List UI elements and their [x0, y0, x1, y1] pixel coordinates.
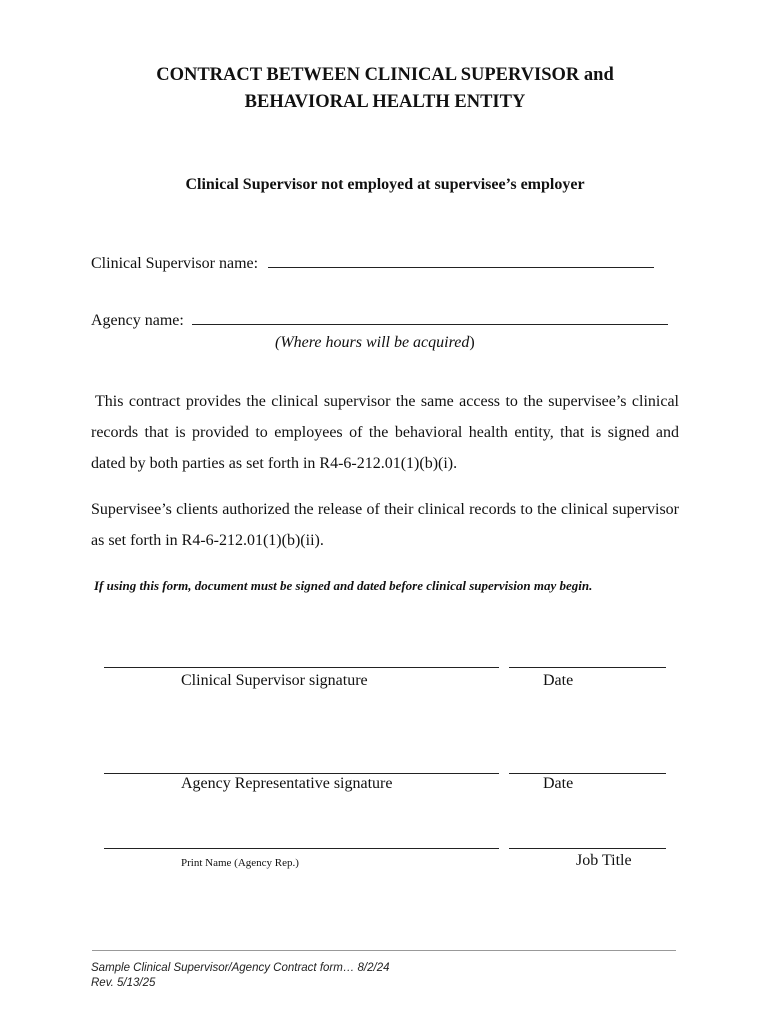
document-subtitle: Clinical Supervisor not employed at supervisee’s employer	[185, 176, 585, 193]
agency-note-open-paren: (	[275, 334, 281, 351]
footer-form-info: Sample Clinical Supervisor/Agency Contract form… 8/2/24	[91, 962, 390, 974]
agency-signature-line[interactable]	[104, 773, 499, 774]
access-paragraph: This contract provides the clinical supervisor the same access to the supervisee’s clinical records that is provided to employees of the behavioral health entity, that is signed and dated by both parties as set forth in R4-6-212.01(1)(b)(i).	[91, 393, 679, 472]
supervisor-name-field[interactable]	[268, 255, 654, 268]
agency-date-label: Date	[543, 775, 574, 792]
agency-signature-label: Agency Representative signature	[181, 775, 393, 792]
supervisor-signature-line[interactable]	[104, 667, 499, 668]
print-name-label: Print Name (Agency Rep.)	[181, 857, 299, 869]
agency-date-line[interactable]	[509, 773, 666, 774]
supervisor-date-line[interactable]	[509, 667, 666, 668]
agency-name-row	[91, 312, 668, 330]
supervisor-signature-label: Clinical Supervisor signature	[181, 672, 368, 689]
release-paragraph: Supervisee’s clients authorized the release of their clinical records to the clinical supervisor as set forth in R4-6-212.01(1)(b)(ii).	[91, 501, 679, 549]
agency-name-field[interactable]	[192, 312, 668, 325]
document-title-line-2: BEHAVIORAL HEALTH ENTITY	[244, 92, 526, 112]
footer-divider	[92, 950, 676, 951]
agency-note-text: Where hours will be acquired	[280, 334, 470, 351]
document-title-line-1: CONTRACT BETWEEN CLINICAL SUPERVISOR and	[156, 65, 614, 85]
signing-warning: If using this form, document must be signed and dated before clinical supervision may begin.	[94, 578, 593, 593]
agency-name-note	[275, 334, 475, 352]
job-title-line[interactable]	[509, 848, 666, 849]
supervisor-date-label: Date	[543, 672, 574, 689]
agency-name-label: Agency name:	[91, 312, 184, 329]
agency-note-close-paren: )	[469, 334, 475, 351]
supervisor-name-label: Clinical Supervisor name:	[91, 255, 259, 272]
footer-revision: Rev. 5/13/25	[91, 977, 156, 989]
print-name-line[interactable]	[104, 848, 499, 849]
job-title-label: Job Title	[576, 852, 632, 869]
supervisor-name-row	[91, 255, 654, 273]
